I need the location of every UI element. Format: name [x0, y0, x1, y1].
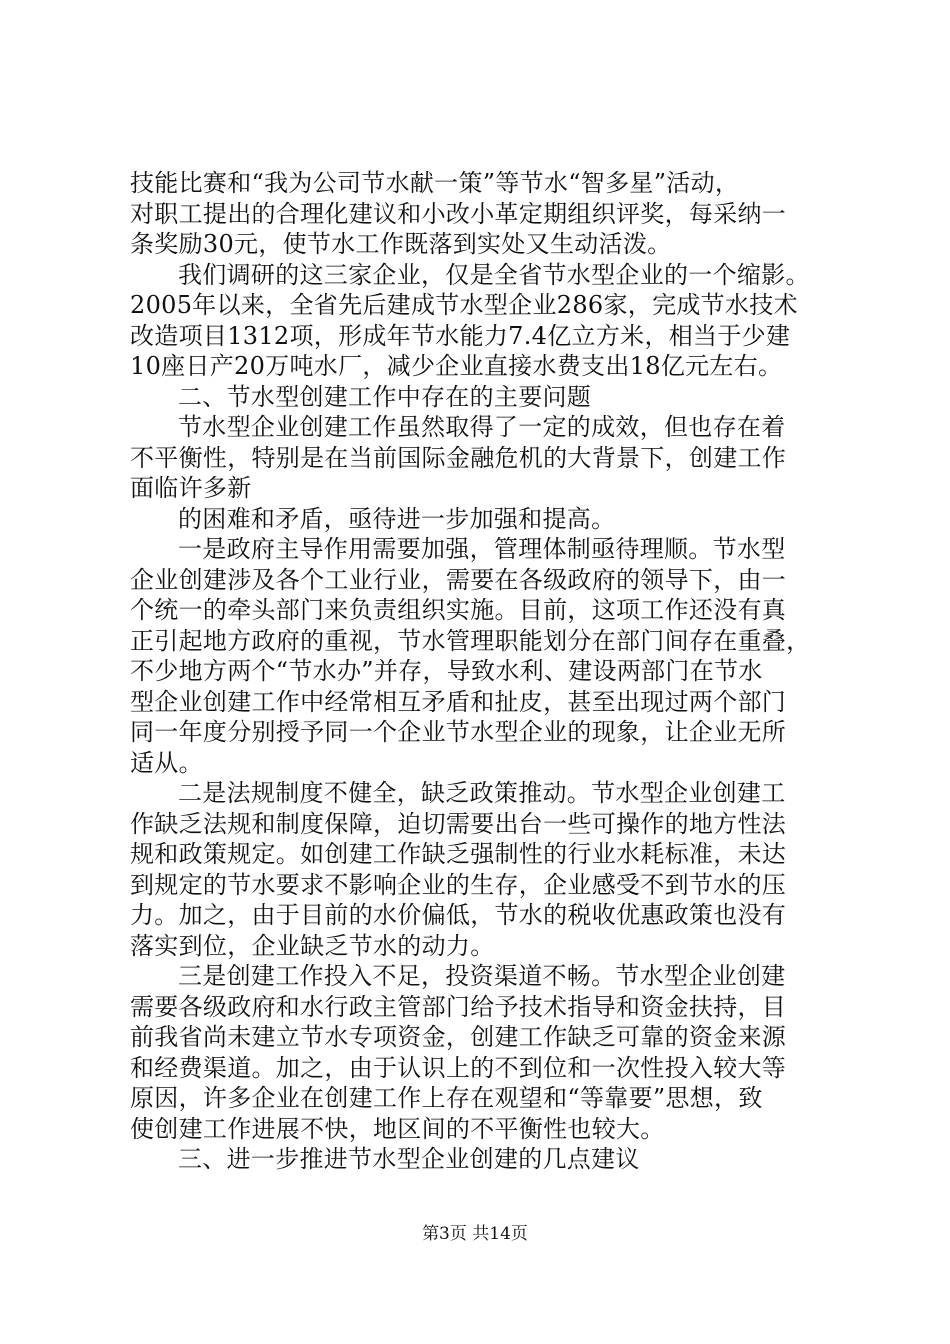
text-line: 面临许多新: [130, 474, 252, 502]
text-line: 作缺乏法规和制度保障，迫切需要出台一些可操作的地方性法: [130, 809, 787, 838]
text-line: 需要各级政府和水行政主管部门给予技术指导和资金扶持，目: [130, 992, 787, 1021]
text-line: 正引起地方政府的重视，节水管理职能划分在部门间存在重叠，: [130, 626, 811, 655]
text-line: 10座日产20万吨水厂，减少企业直接水费支出18亿元左右。: [130, 352, 783, 380]
text-line: 个统一的牵头部门来负责组织实施。目前，这项工作还没有真: [130, 596, 787, 624]
text-line: 我们调研的这三家企业，仅是全省节水型企业的一个缩影。: [178, 260, 810, 289]
text-line: 使创建工作进展不快，地区间的不平衡性也较大。: [130, 1114, 665, 1143]
text-line: 型企业创建工作中经常相互矛盾和扯皮，甚至出现过两个部门: [130, 687, 787, 716]
text-line: 不平衡性，特别是在当前国际金融危机的大背景下，创建工作: [130, 443, 787, 472]
text-line: 改造项目1312项，形成年节水能力7.4亿立方米，相当于少建: [130, 321, 791, 350]
text-line: 适从。: [130, 748, 203, 777]
text-line: 规和政策规定。如创建工作缺乏强制性的行业水耗标准，未达: [130, 840, 787, 868]
text-line: 落实到位，企业缺乏节水的动力。: [130, 931, 495, 960]
text-line: 原因，许多企业在创建工作上存在观望和“等靠要”思想，致: [130, 1084, 763, 1112]
text-line: 力。加之，由于目前的水价偏低，节水的税收优惠政策也没有: [130, 901, 787, 929]
text-line: 二是法规制度不健全，缺乏政策推动。节水型企业创建工: [178, 779, 786, 807]
text-line: 的困难和矛盾，亟待进一步加强和提高。: [178, 504, 616, 533]
text-line: 到规定的节水要求不影响企业的生存，企业感受不到节水的压: [130, 870, 787, 899]
text-line: 一是政府主导作用需要加强，管理体制亟待理顺。节水型: [178, 535, 786, 563]
text-line: 对职工提出的合理化建议和小改小革定期组织评奖，每采纳一: [130, 199, 787, 228]
text-line: 二、节水型创建工作中存在的主要问题: [178, 382, 592, 411]
page-footer: 第3页 共14页: [422, 1224, 528, 1244]
text-line: 2005年以来，全省先后建成节水型企业286家，完成节水技术: [130, 291, 798, 319]
text-line: 和经费渠道。加之，由于认识上的不到位和一次性投入较大等: [130, 1053, 787, 1082]
text-line: 企业创建涉及各个工业行业，需要在各级政府的领导下，由一: [130, 565, 787, 594]
text-line: 前我省尚未建立节水专项资金，创建工作缺乏可靠的资金来源: [130, 1023, 787, 1051]
text-line: 节水型企业创建工作虽然取得了一定的成效，但也存在着: [178, 413, 786, 441]
text-line: 不少地方两个“节水办”并存，导致水利、建设两部门在节水: [130, 657, 763, 685]
text-line: 三是创建工作投入不足，投资渠道不畅。节水型企业创建: [178, 962, 786, 990]
text-line: 同一年度分别授予同一个企业节水型企业的现象，让企业无所: [130, 718, 787, 746]
document-body: [130, 168, 830, 1175]
text-line: 三、进一步推进节水型企业创建的几点建议: [178, 1145, 640, 1173]
text-line: 条奖励30元，使节水工作既落到实处又生动活泼。: [130, 230, 672, 258]
text-line: 技能比赛和“我为公司节水献一策”等节水“智多星”活动，: [130, 169, 740, 197]
